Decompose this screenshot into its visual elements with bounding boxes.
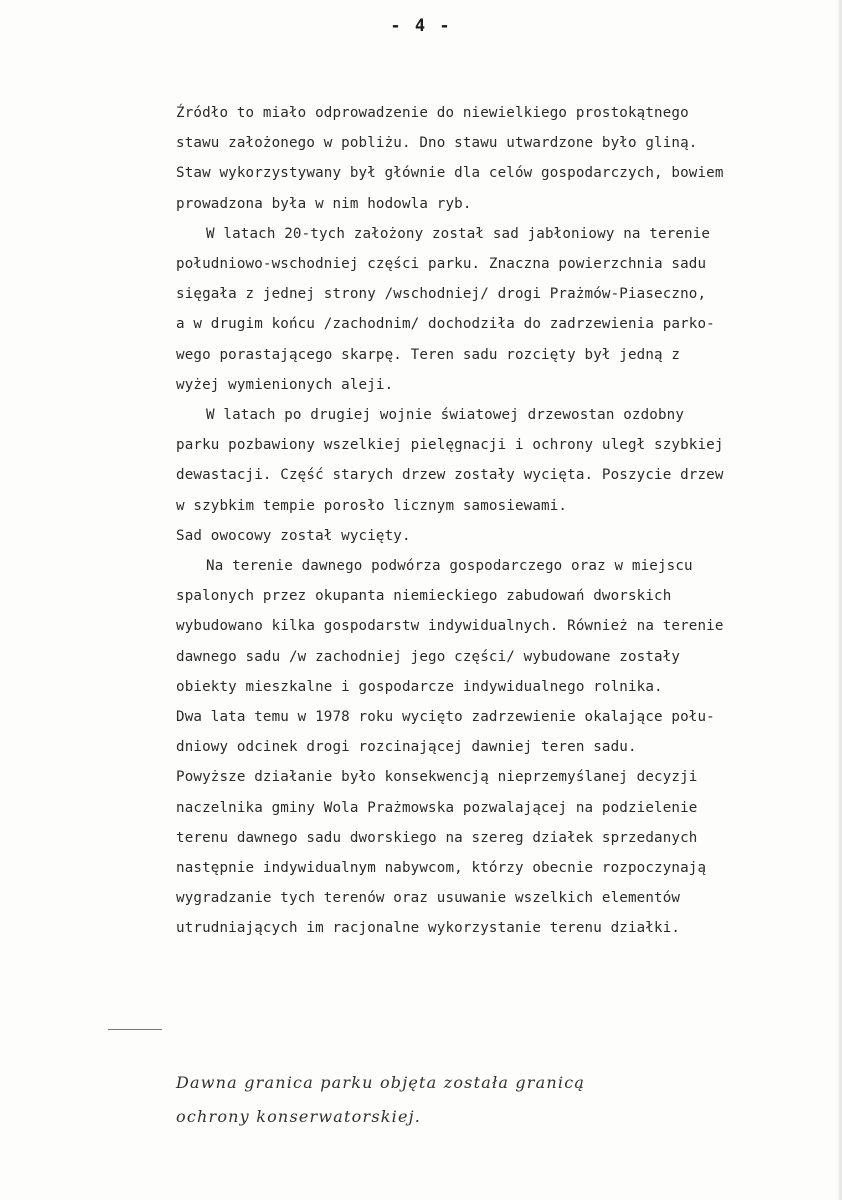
text-line: Staw wykorzystywany był głównie dla celów gospodarczych, bowiem [176, 165, 724, 182]
text-line: obiekty mieszkalne i gospodarcze indywidualnego rolnika. [176, 678, 663, 695]
text-line: parku pozbawiony wszelkiej pielęgnacji i ochrony uległ szybkiej [176, 437, 724, 454]
text-line: stawu założonego w pobliżu. Dno stawu utwardzone było gliną. [176, 135, 698, 152]
text-line: a w drugim końcu /zachodnim/ dochodziła do zadrzewienia parko- [176, 316, 715, 333]
margin-rule [108, 1029, 162, 1030]
text-line: wyżej wymienionych aleji. [176, 376, 394, 393]
text-line: wybudowano kilka gospodarstw indywidualnych. Również na terenie [176, 618, 724, 635]
text-line: sięgała z jednej strony /wschodniej/ drogi Prażmów-Piaseczno, [176, 286, 707, 303]
page-edge [838, 0, 842, 1200]
paragraph-start-line: Na terenie dawnego podwórza gospodarczego oraz w miejscu [206, 558, 693, 575]
handwritten-line: ochrony konserwatorskiej. [176, 1107, 422, 1126]
text-line: Sad owocowy został wycięty. [176, 527, 411, 544]
text-line: dniowy odcinek drogi rozcinającej dawniej teren sadu. [176, 739, 637, 756]
text-line: wygradzanie tych terenów oraz usuwanie wszelkich elementów [176, 890, 681, 907]
text-line: utrudniających im racjonalne wykorzystanie terenu działki. [176, 920, 681, 937]
text-line: w szybkim tempie porosło licznym samosiewami. [176, 497, 568, 514]
text-line: prowadzona była w nim hodowla ryb. [176, 195, 472, 212]
text-line: Dwa lata temu w 1978 roku wycięto zadrzewienie okalające połu- [176, 709, 715, 726]
text-line: spalonych przez okupanta niemieckiego zabudowań dworskich [176, 588, 672, 605]
text-line: naczelnika gminy Wola Prażmowska pozwalającej na podzielenie [176, 799, 698, 816]
text-line: Źródło to miało odprowadzenie do niewielkiego prostokątnego [176, 105, 689, 121]
text-line: wego porastającego skarpę. Teren sadu rozcięty był jedną z [176, 346, 681, 363]
handwritten-line: Dawna granica parku objęta została granicą [176, 1073, 586, 1092]
text-line: dawnego sadu /w zachodniej jego części/ wybudowane zostały [176, 648, 681, 665]
paragraph-start-line: W latach po drugiej wojnie światowej drzewostan ozdobny [206, 407, 685, 424]
text-line: następnie indywidualnym nabywcom, którzy obecnie rozpoczynają [176, 860, 707, 877]
paragraph-start-line: W latach 20-tych założony został sad jabłoniowy na terenie [206, 225, 711, 242]
typed-body-text [176, 98, 840, 944]
handwritten-note [176, 1066, 826, 1134]
text-line: południowo-wschodniej części parku. Znaczna powierzchnia sadu [176, 256, 707, 273]
text-line: Powyższe działanie było konsekwencją nieprzemyślanej decyzji [176, 769, 698, 786]
text-line: dewastacji. Część starych drzew zostały wycięta. Poszycie drzew [176, 467, 724, 484]
text-line: terenu dawnego sadu dworskiego na szereg działek sprzedanych [176, 829, 698, 846]
page-number: - 4 - [390, 16, 452, 36]
